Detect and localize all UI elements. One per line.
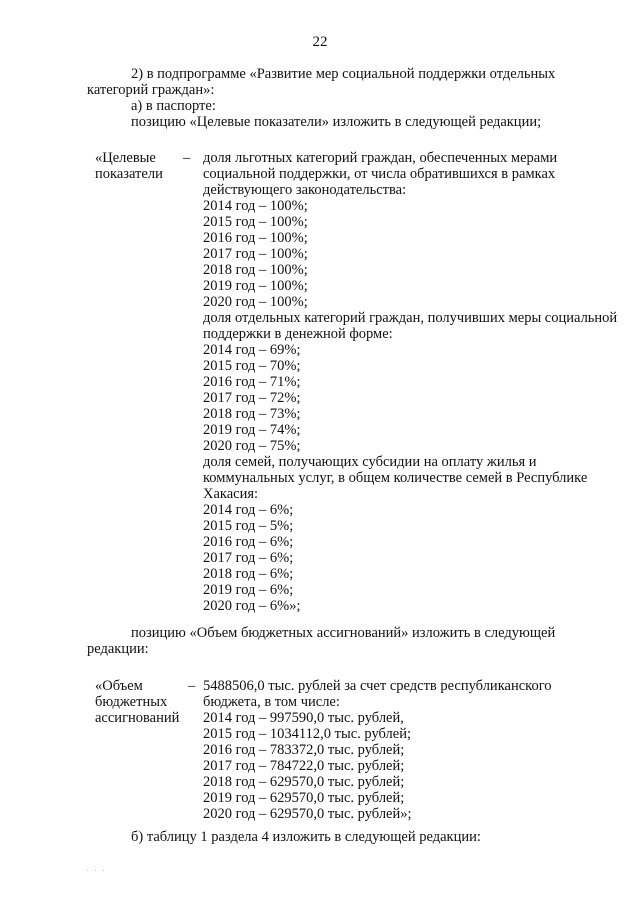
target-year-row: 2016 год – 100%; [203,230,308,246]
budget-label-line-2: бюджетных [95,694,168,710]
budget-label-line-3: ассигнований [95,710,180,726]
target-year-row: 2019 год – 6%; [203,582,294,598]
budget-body [203,678,613,822]
budget-dash: – [188,678,196,694]
budget-year-row: 2019 год – 629570,0 тыс. рублей; [203,790,405,806]
targets-label-line-2: показатели [95,166,163,182]
budget-label [95,678,185,726]
scan-artifact: · · · [86,866,106,877]
budget-label-line-1: «Объем [95,678,143,694]
target-year-row: 2020 год – 75%; [203,438,301,454]
intro-line-4: позицию «Целевые показатели» изложить в следующей редакции; [131,114,542,130]
target-year-row: 2019 год – 100%; [203,278,308,294]
target-heading-line: социальной поддержки, от числа обратившихся в рамках [203,166,556,182]
target-year-row: 2018 год – 73%; [203,406,301,422]
target-year-row: 2015 год – 5%; [203,518,294,534]
target-year-row: 2016 год – 6%; [203,534,294,550]
target-year-row: 2020 год – 100%; [203,294,308,310]
budget-heading-line: бюджета, в том числе: [203,694,340,710]
budget-year-row: 2020 год – 629570,0 тыс. рублей»; [203,806,412,822]
target-heading-line: поддержки в денежной форме: [203,326,393,342]
budget-intro-line-1: позицию «Объем бюджетных ассигнований» изложить в следующей [131,625,556,641]
intro-line-1: 2) в подпрограмме «Развитие мер социальной поддержки отдельных [131,66,556,82]
budget-year-row: 2017 год – 784722,0 тыс. рублей; [203,758,405,774]
target-year-row: 2016 год – 71%; [203,374,301,390]
targets-block [95,150,618,620]
intro-line-3: а) в паспорте: [131,98,216,114]
targets-label [95,150,185,182]
closing-paragraph [87,829,599,845]
intro-line-2: категорий граждан»: [87,82,215,98]
target-year-row: 2014 год – 6%; [203,502,294,518]
budget-heading-line: 5488506,0 тыс. рублей за счет средств республиканского [203,678,552,694]
target-year-row: 2015 год – 100%; [203,214,308,230]
targets-dash: – [183,150,191,166]
target-year-row: 2017 год – 72%; [203,390,301,406]
budget-intro-line-2: редакции: [87,641,149,657]
budget-year-row: 2015 год – 1034112,0 тыс. рублей; [203,726,411,742]
target-heading-line: доля семей, получающих субсидии на оплату жилья и [203,454,537,470]
target-heading-line: коммунальных услуг, в общем количестве семей в Республике [203,470,588,486]
target-year-row: 2019 год – 74%; [203,422,301,438]
page-number: 22 [312,34,328,50]
target-heading-line: действующего законодательства: [203,182,407,198]
target-heading-line: доля отдельных категорий граждан, получивших меры социальной [203,310,618,326]
intro-paragraph [87,66,599,130]
budget-block [95,678,615,828]
budget-year-row: 2016 год – 783372,0 тыс. рублей; [203,742,405,758]
target-year-row: 2017 год – 6%; [203,550,294,566]
target-year-row: 2017 год – 100%; [203,246,308,262]
budget-year-row: 2018 год – 629570,0 тыс. рублей; [203,774,405,790]
target-heading-line: доля льготных категорий граждан, обеспеченных мерами [203,150,558,166]
targets-label-line-1: «Целевые [95,150,156,166]
target-year-row: 2014 год – 69%; [203,342,301,358]
target-year-row: 2018 год – 100%; [203,262,308,278]
closing-line: б) таблицу 1 раздела 4 изложить в следующей редакции: [131,829,481,845]
target-year-row: 2020 год – 6%»; [203,598,301,614]
target-heading-line: Хакасия: [203,486,259,502]
budget-intro-paragraph [87,625,599,657]
target-year-row: 2015 год – 70%; [203,358,301,374]
target-year-row: 2018 год – 6%; [203,566,294,582]
target-year-row: 2014 год – 100%; [203,198,308,214]
targets-body [203,150,618,614]
budget-year-row: 2014 год – 997590,0 тыс. рублей, [203,710,404,726]
